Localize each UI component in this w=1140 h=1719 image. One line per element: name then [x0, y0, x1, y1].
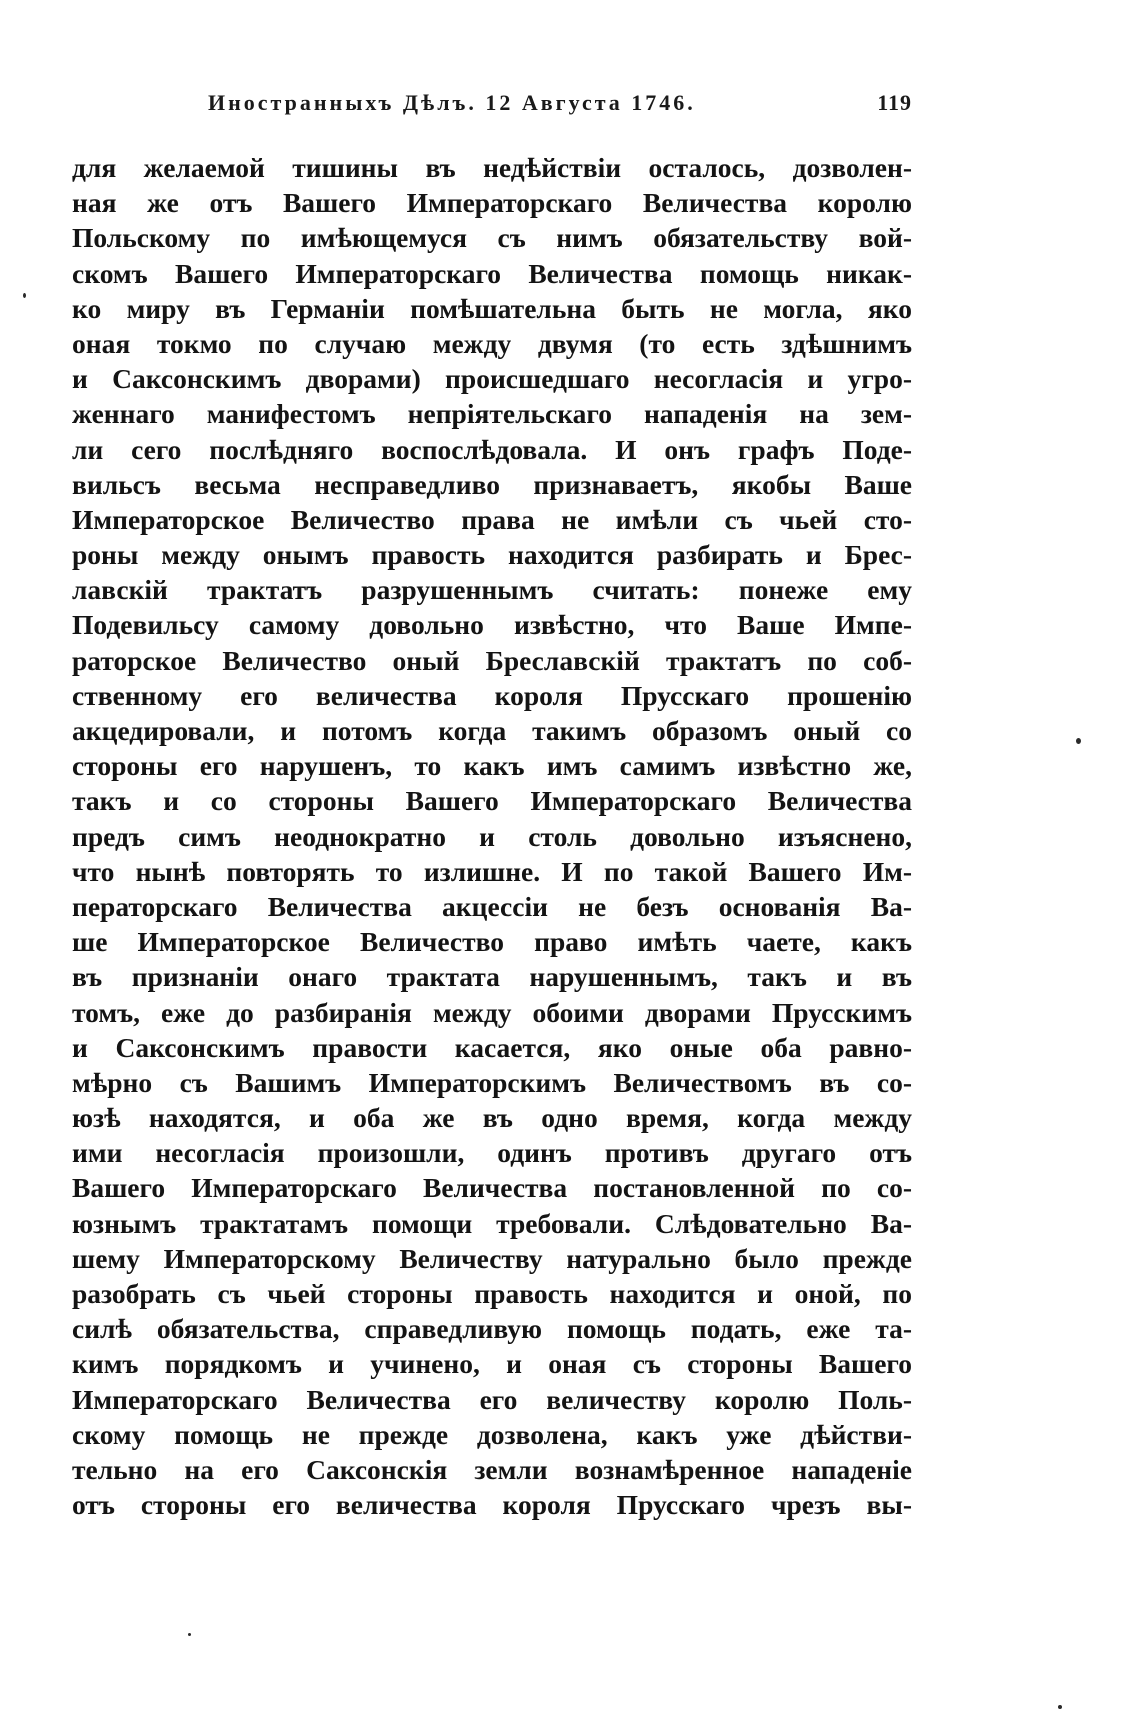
text-line: мѣрно съ Вашимъ Императорскимъ Величествомъ въ со-	[72, 1066, 912, 1098]
scan-speck	[23, 293, 26, 298]
text-line: для желаемой тишины въ недѣйствіи осталось, дозволен-	[72, 152, 912, 183]
text-line: шему Императорскому Величеству натурально было прежде	[72, 1242, 912, 1274]
text-line: ими несогласія произошли, одинъ противъ другаго отъ	[72, 1137, 912, 1169]
text-line: ли сего послѣдняго воспослѣдовала. И онъ графъ Поде-	[72, 433, 912, 465]
text-line: томъ, еже до разбиранія между обоими дворами Прусскимъ	[72, 996, 912, 1028]
body-text	[72, 150, 912, 1522]
text-line: ператорскаго Величества акцессіи не безъ основанія Ва-	[72, 890, 912, 922]
scan-speck	[1076, 738, 1081, 744]
text-line: и Саксонскимъ дворами) происшедшаго несогласія и угро-	[72, 363, 912, 395]
text-line: что нынѣ повторять то излишне. И по такой Вашего Им-	[72, 855, 912, 887]
running-head-title: Иностранныхъ Дѣлъ. 12 Августа 1746.	[208, 90, 696, 115]
text-line: юзѣ находятся, и оба же въ одно время, когда между	[72, 1102, 912, 1134]
text-line: вильсъ весьма несправедливо признаваетъ, якобы Ваше	[72, 468, 912, 500]
text-line: Императорское Величество права не имѣли съ чьей сто-	[72, 503, 912, 535]
text-line: Польскому по имѣющемуся съ нимъ обязательству вой-	[72, 222, 912, 254]
text-line: акцедировали, и потомъ когда такимъ образомъ оный со	[72, 715, 912, 746]
text-line: скому помощь не прежде дозволена, какъ уже дѣйстви-	[72, 1418, 912, 1450]
text-line: кимъ порядкомъ и учинено, и оная съ стороны Вашего	[72, 1348, 912, 1380]
text-line: ная же отъ Вашего Императорскаго Величества королю	[72, 187, 912, 219]
scan-speck	[188, 1633, 191, 1636]
text-line: раторское Величество оный Бреславскій трактатъ по соб-	[72, 644, 912, 676]
text-line: разобрать съ чьей стороны правость находится и оной, по	[72, 1278, 912, 1309]
text-line: лавскій трактатъ разрушеннымъ считать: понеже ему	[72, 574, 912, 606]
text-line: такъ и со стороны Вашего Императорскаго Величества	[72, 785, 912, 817]
page-number: 119	[877, 90, 912, 115]
text-line: силѣ обязательства, справедливую помощь подать, еже та-	[72, 1313, 912, 1345]
text-line: и Саксонскимъ правости касается, яко оные оба равно-	[72, 1031, 912, 1063]
text-line: скомъ Вашего Императорскаго Величества помощь никак-	[72, 257, 912, 289]
text-line: ше Императорское Величество право имѣть чаете, какъ	[72, 926, 912, 958]
text-line: предъ симъ неоднократно и столь довольно изъяснено,	[72, 820, 912, 852]
text-line: женнаго манифестомъ непріятельскаго нападенія на зем-	[72, 398, 912, 430]
running-head	[72, 88, 912, 122]
text-line: въ признаніи онаго трактата нарушеннымъ, такъ и въ	[72, 961, 912, 993]
text-line: Подевильсу самому довольно извѣстно, что Ваше Импе-	[72, 609, 912, 641]
text-line: юзнымъ трактатамъ помощи требовали. Слѣдовательно Ва-	[72, 1207, 912, 1239]
text-line: ко миру въ Германіи помѣшательна быть не могла, яко	[72, 292, 912, 324]
text-line: Императорскаго Величества его величеству королю Поль-	[72, 1383, 912, 1415]
text-line: оная токмо по случаю между двумя (то есть здѣшнимъ	[72, 327, 912, 359]
text-line: роны между онымъ правость находится разбирать и Брес-	[72, 539, 912, 571]
text-line: стороны его нарушенъ, то какъ имъ самимъ извѣстно же,	[72, 750, 912, 782]
text-line: ственному его величества короля Прусскаго прошенію	[72, 679, 912, 711]
text-line: тельно на его Саксонскія земли вознамѣренное нападеніе	[72, 1453, 912, 1485]
text-line: отъ стороны его величества короля Прусскаго чрезъ вы-	[72, 1489, 912, 1521]
text-line: Вашего Императорскаго Величества постановленной по со-	[72, 1172, 912, 1204]
scan-speck	[1058, 1705, 1062, 1709]
